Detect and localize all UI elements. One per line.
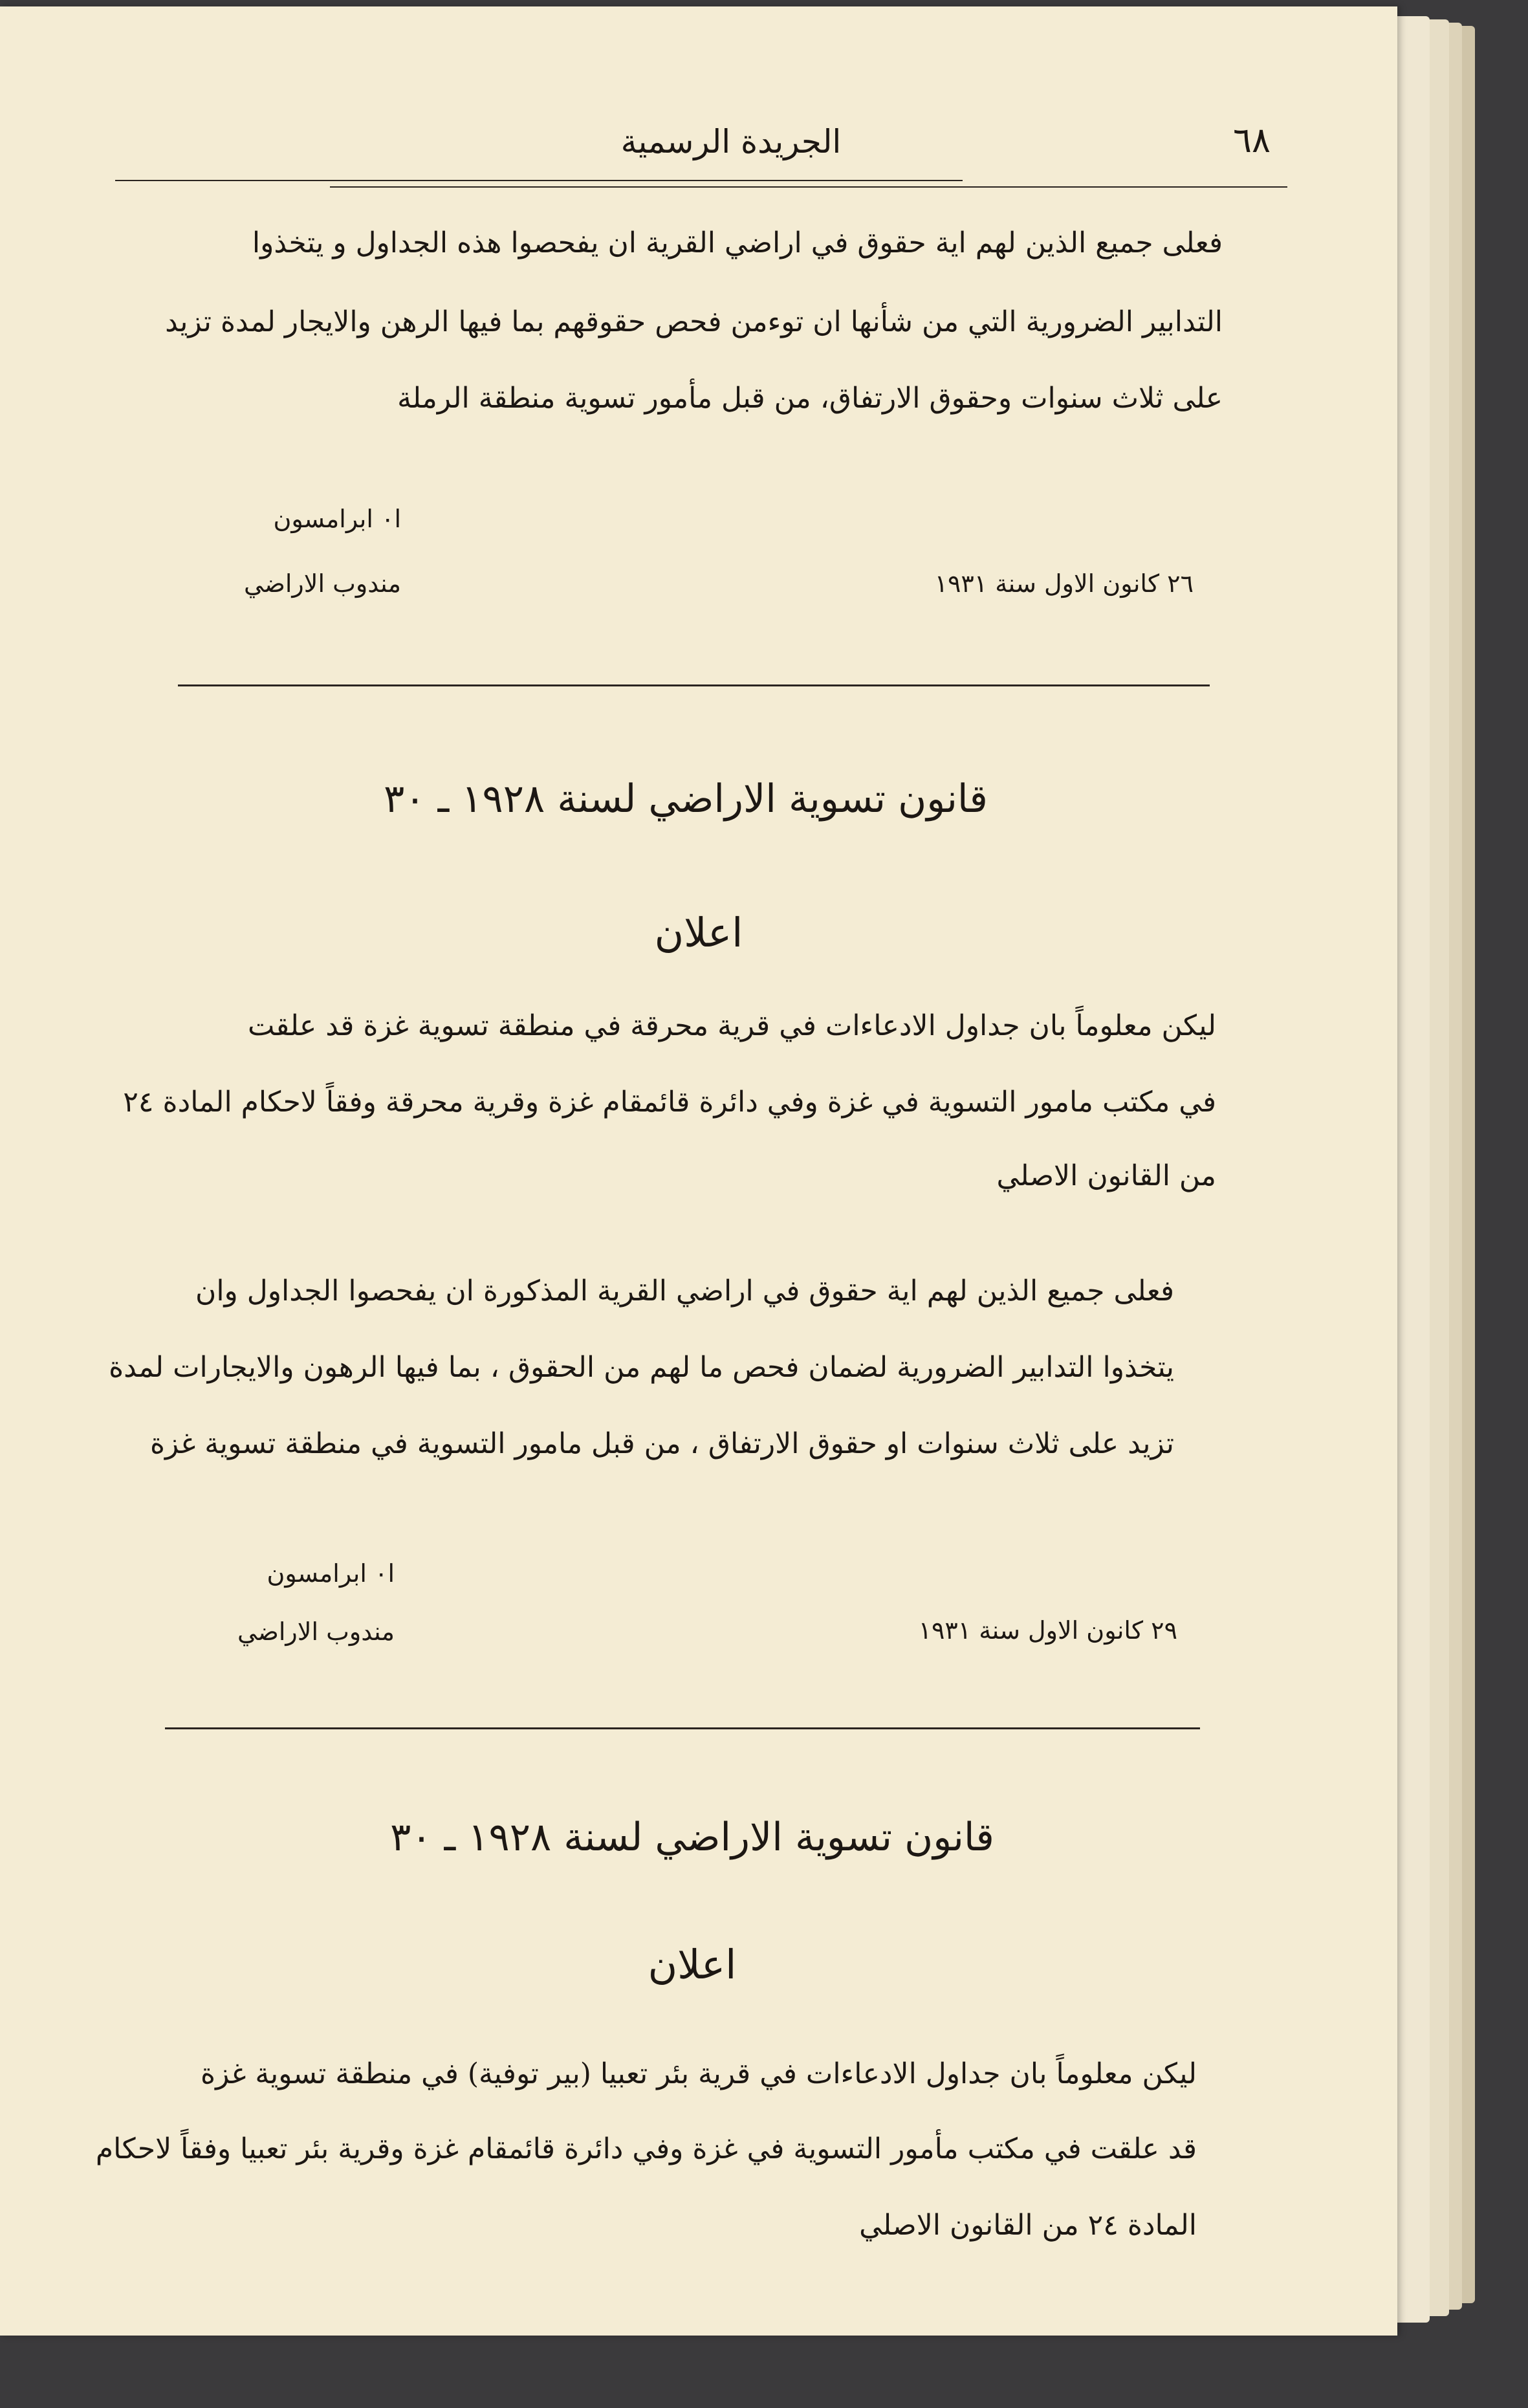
notice-1-line: التدابير الضرورية التي من شأنها ان توءمن فحص حقوقهم بما فيها الرهن والايجار لمدة تزيد: [165, 305, 1223, 338]
notice-2-p1-line: ليكن معلوماً بان جداول الادعاءات في قرية محرقة في منطقة تسوية غزة قد علقت: [247, 1009, 1216, 1042]
notice-1-line: فعلى جميع الذين لهم اية حقوق في اراضي القرية ان يفحصوا هذه الجداول و يتخذوا: [252, 226, 1223, 259]
notice-3-p1-line: المادة ٢٤ من القانون الاصلي: [859, 2209, 1197, 2242]
notice-3-subheading: اعلان: [648, 1941, 737, 1988]
notice-2-p2-line: تزيد على ثلاث سنوات او حقوق الارتفاق ، من قبل مامور التسوية في منطقة تسوية غزة: [149, 1427, 1174, 1460]
notice-1-date: ٢٦ كانون الاول سنة ١٩٣١: [934, 569, 1194, 598]
notice-1-signatory-title: مندوب الاراضي: [243, 569, 401, 598]
section-divider: [178, 684, 1210, 686]
gazette-title: الجريدة الرسمية: [620, 123, 842, 160]
notice-2-signatory-name: ا٠ ابرامسون: [267, 1559, 395, 1588]
notice-1-body: [165, 226, 1223, 440]
notice-1-signatory-name: ا٠ ابرامسون: [273, 505, 401, 533]
notice-2-p1-line: في مكتب مامور التسوية في غزة وفي دائرة قائمقام غزة وقرية محرقة وفقاً لاحكام المادة ٢٤: [123, 1086, 1216, 1119]
notice-3-heading: قانون تسوية الاراضي لسنة ١٩٢٨ ـ ٣٠: [390, 1815, 994, 1860]
notice-2-p2-line: يتخذوا التدابير الضرورية لضمان فحص ما لهم من الحقوق ، بما فيها الرهون والايجارات لمدة: [109, 1351, 1174, 1384]
page-number: ٦٨: [1232, 120, 1271, 160]
notice-3-p1-line: ليكن معلوماً بان جداول الادعاءات في قرية بئر تعبيا (بير توفية) في منطقة تسوية غزة: [201, 2057, 1197, 2090]
notice-3-paragraph-1: [95, 2057, 1197, 2271]
notice-2-paragraph-2: [109, 1275, 1174, 1488]
notice-2-subheading: اعلان: [654, 909, 743, 956]
notice-2-p2-line: فعلى جميع الذين لهم اية حقوق في اراضي القرية المذكورة ان يفحصوا الجداول وان: [195, 1275, 1174, 1308]
notice-2-signatory-title: مندوب الاراضي: [237, 1617, 395, 1646]
header-rule-right: [330, 186, 1287, 188]
notice-2-paragraph-1: [123, 1009, 1216, 1216]
document-page: [0, 6, 1397, 2336]
notice-1-line: على ثلاث سنوات وحقوق الارتفاق، من قبل مأمور تسوية منطقة الرملة: [397, 382, 1223, 415]
notice-2-heading: قانون تسوية الاراضي لسنة ١٩٢٨ ـ ٣٠: [384, 776, 988, 822]
notice-3-p1-line: قد علقت في مكتب مأمور التسوية في غزة وفي دائرة قائمقام غزة وقرية بئر تعبيا وفقاً لاحكام: [95, 2132, 1197, 2165]
notice-2-p1-line: من القانون الاصلي: [996, 1159, 1216, 1192]
notice-2-date: ٢٩ كانون الاول سنة ١٩٣١: [918, 1616, 1177, 1645]
section-divider: [165, 1727, 1200, 1729]
header-rule-left: [115, 180, 963, 181]
